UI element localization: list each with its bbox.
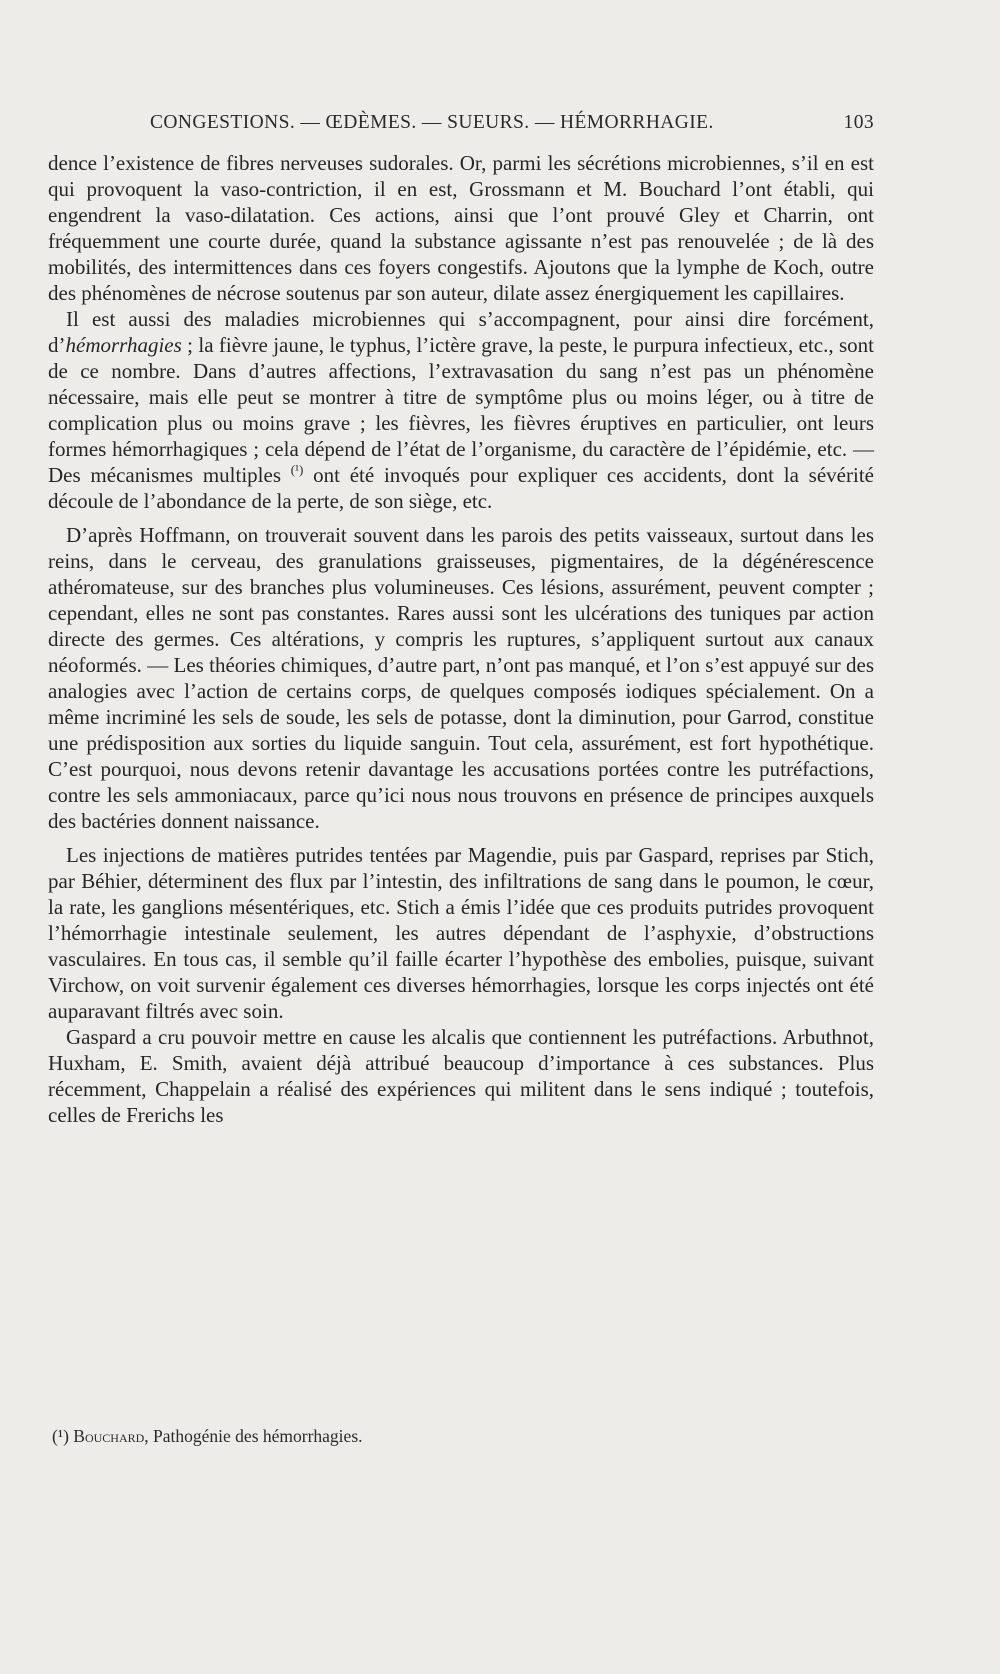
- footnote-author: Bouchard: [73, 1426, 145, 1446]
- running-header: [150, 112, 880, 142]
- body-text: [48, 150, 874, 1128]
- footnote-marker: (¹): [52, 1426, 69, 1446]
- footnote: [52, 1426, 872, 1447]
- paragraph-text: Il est aussi des maladies microbiennes qui s’accompagnent, pour ainsi dire forcément, d’: [48, 307, 874, 357]
- paragraph-continued: dence l’existence de fibres nerveuses sudorales. Or, parmi les sécrétions microbiennes, s’il en est qui provoquent la vaso-contriction, il en est, Grossmann et M. Bouchard l’ont établi, qui engendrent la vaso-dilatation. Ces actions, ainsi que l’ont prouvé Gley et Charrin, ont fréquemment une courte durée, quand la substance agissante n’est pas renouvelée ; de là des mobilités, des intermittences dans ces foyers congestifs. Ajoutons que la lymphe de Koch, outre des phénomènes de nécrose soutenus par son auteur, dilate assez énergiquement les capillaires.: [48, 151, 874, 305]
- footnote-reference: (¹): [290, 462, 304, 477]
- paragraph-hoffmann: D’après Hoffmann, on trouverait souvent dans les parois des petits vaisseaux, surtout dans les reins, dans le cerveau, des granulations graisseuses, pigmentaires, de la dégénérescence athéromateuse, sur des branches plus volumineuses. Ces lésions, assurément, peuvent compter ; cependant, elles ne sont pas constantes. Rares aussi sont les ulcérations des tuniques par action directe des germes. Ces altérations, y compris les ruptures, s’appliquent surtout aux canaux néoformés. — Les théories chimiques, d’autre part, n’ont pas manqué, et l’on s’est appuyé sur des analogies avec l’action de certains corps, de quelques composés iodiques spécialement. On a même incriminé les sels de soude, les sels de potasse, dont la diminution, pour Garrod, constitue une prédisposition aux sorties du liquide sanguin. Tout cela, assurément, est fort hypothétique. C’est pourquoi, nous devons retenir davantage les accusations portées contre les putréfactions, contre les sels ammoniacaux, parce qu’ici nous nous trouvons en présence de principes auxquels des bactéries donnent naissance.: [48, 523, 874, 833]
- page-number: 103: [843, 112, 874, 133]
- footnote-text: , Pathogénie des hémorrhagies.: [144, 1426, 363, 1446]
- paragraph-text: ont été invoqués pour expliquer ces accidents, dont la sévérité découle de l’abondance de la perte, de son siège, etc.: [48, 463, 874, 513]
- paragraph-text: ; la fièvre jaune, le typhus, l’ictère grave, la peste, le purpura infectieux, etc., sont de ce nombre. Dans d’autres affections, l’extravasation du sang n’est pas un phénomène nécessaire, mais elle peut se montrer à titre de symptôme plus ou moins léger, ou à titre de complication plus ou moins grave ; les fièvres, les fièvres éruptives en particulier, ont leurs formes hémorrhagiques ; cela dépend de l’état de l’organisme, du caractère de l’épidémie, etc. — Des mécanismes multiples: [48, 333, 874, 487]
- paragraph-injections: Les injections de matières putrides tentées par Magendie, puis par Gaspard, reprises par Stich, par Béhier, déterminent des flux par l’intestin, des infiltrations de sang dans le poumon, le cœur, la rate, les ganglions mésentériques, etc. Stich a émis l’idée que ces produits putrides provoquent l’hémorrhagie intestinale seulement, les autres dépendant de l’asphyxie, d’obstructions vasculaires. En tous cas, il semble qu’il faille écarter l’hypothèse des embolies, puisque, suivant Virchow, on voit survenir également ces diverses hémorrhagies, lorsque les corps injectés ont été auparavant filtrés avec soin.: [48, 843, 874, 1023]
- emphasis-text: hémorrhagies: [65, 333, 182, 357]
- paragraph-gaspard: Gaspard a cru pouvoir mettre en cause les alcalis que contiennent les putréfactions. Arbuthnot, Huxham, E. Smith, avaient déjà attribué beaucoup d’importance à ces substances. Plus récemment, Chappelain a réalisé des expériences qui militent dans le sens indiqué ; toutefois, celles de Frerichs les: [48, 1025, 874, 1127]
- paragraph-hemorrhagies: [48, 306, 874, 514]
- running-title: CONGESTIONS. — ŒDÈMES. — SUEURS. — HÉMORRHAGIE.: [150, 112, 714, 133]
